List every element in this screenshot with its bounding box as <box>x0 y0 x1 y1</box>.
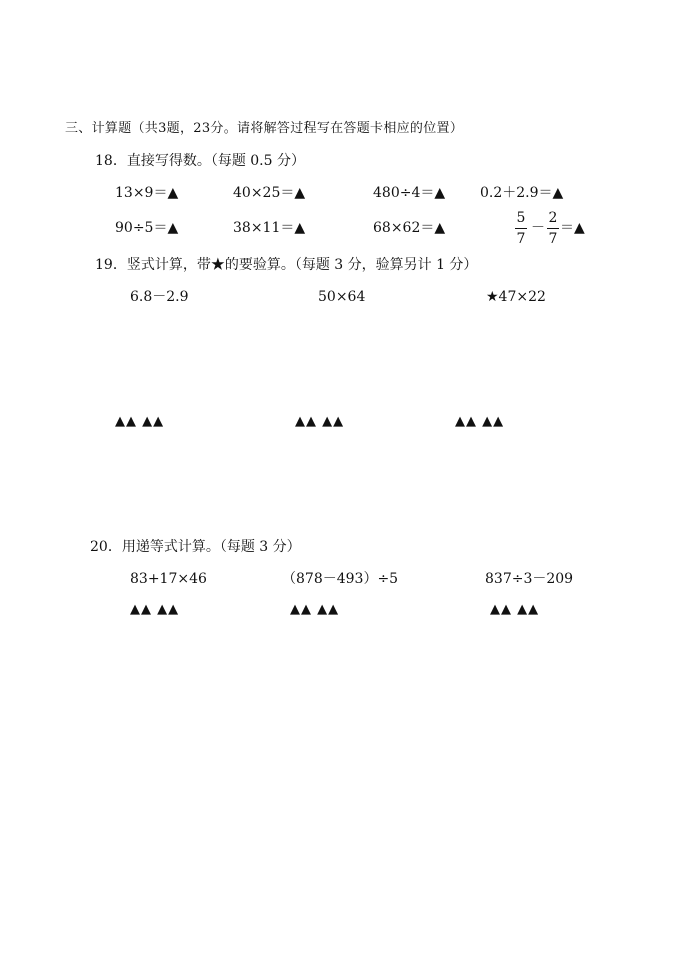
section-title: 三、计算题（共3题，23分。请将解答过程写在答题卡相应的位置） <box>65 121 464 136</box>
q18-fraction-op: － <box>531 220 545 236</box>
fraction-a-denominator: 7 <box>516 231 526 247</box>
fraction-a-bar <box>515 228 527 229</box>
q20-heading: 20．用递等式计算。（每题 3 分） <box>90 539 301 555</box>
q18-item-1: 13×9＝▲ <box>115 185 179 201</box>
q20-answer-3: ▲▲ ▲▲ <box>490 602 540 617</box>
q19-answer-1: ▲▲ ▲▲ <box>115 414 165 429</box>
q18-fraction-answer: ＝▲ <box>560 220 585 236</box>
q18-item-4: 0.2＋2.9＝▲ <box>480 185 564 201</box>
q18-item-6: 38×11＝▲ <box>233 220 306 236</box>
q18-item-2: 40×25＝▲ <box>233 185 306 201</box>
fraction-b-bar <box>547 228 559 229</box>
q18-item-7: 68×62＝▲ <box>373 220 446 236</box>
q18-heading: 18．直接写得数。（每题 0.5 分） <box>95 153 305 169</box>
q18-item-3: 480÷4＝▲ <box>373 185 446 201</box>
q20-item-3: 837÷3－209 <box>485 571 574 587</box>
q19-answer-2: ▲▲ ▲▲ <box>295 414 345 429</box>
q19-item-3: ★47×22 <box>486 289 546 305</box>
q19-answer-3: ▲▲ ▲▲ <box>455 414 505 429</box>
q19-item-1: 6.8－2.9 <box>130 289 189 305</box>
q18-fraction-a <box>515 210 527 247</box>
fraction-b-denominator: 7 <box>548 231 558 247</box>
q18-fraction-b <box>547 210 559 247</box>
q20-item-2: （878－493）÷5 <box>282 571 399 587</box>
fraction-b-numerator: 2 <box>548 210 558 226</box>
q19-heading: 19．竖式计算，带★的要验算。（每题 3 分，验算另计 1 分） <box>95 257 478 273</box>
q20-answer-2: ▲▲ ▲▲ <box>290 602 340 617</box>
q19-item-2: 50×64 <box>318 289 366 305</box>
q18-item-5: 90÷5＝▲ <box>115 220 179 236</box>
q20-answer-1: ▲▲ ▲▲ <box>130 602 180 617</box>
q20-item-1: 83+17×46 <box>130 571 207 587</box>
fraction-a-numerator: 5 <box>516 210 526 226</box>
